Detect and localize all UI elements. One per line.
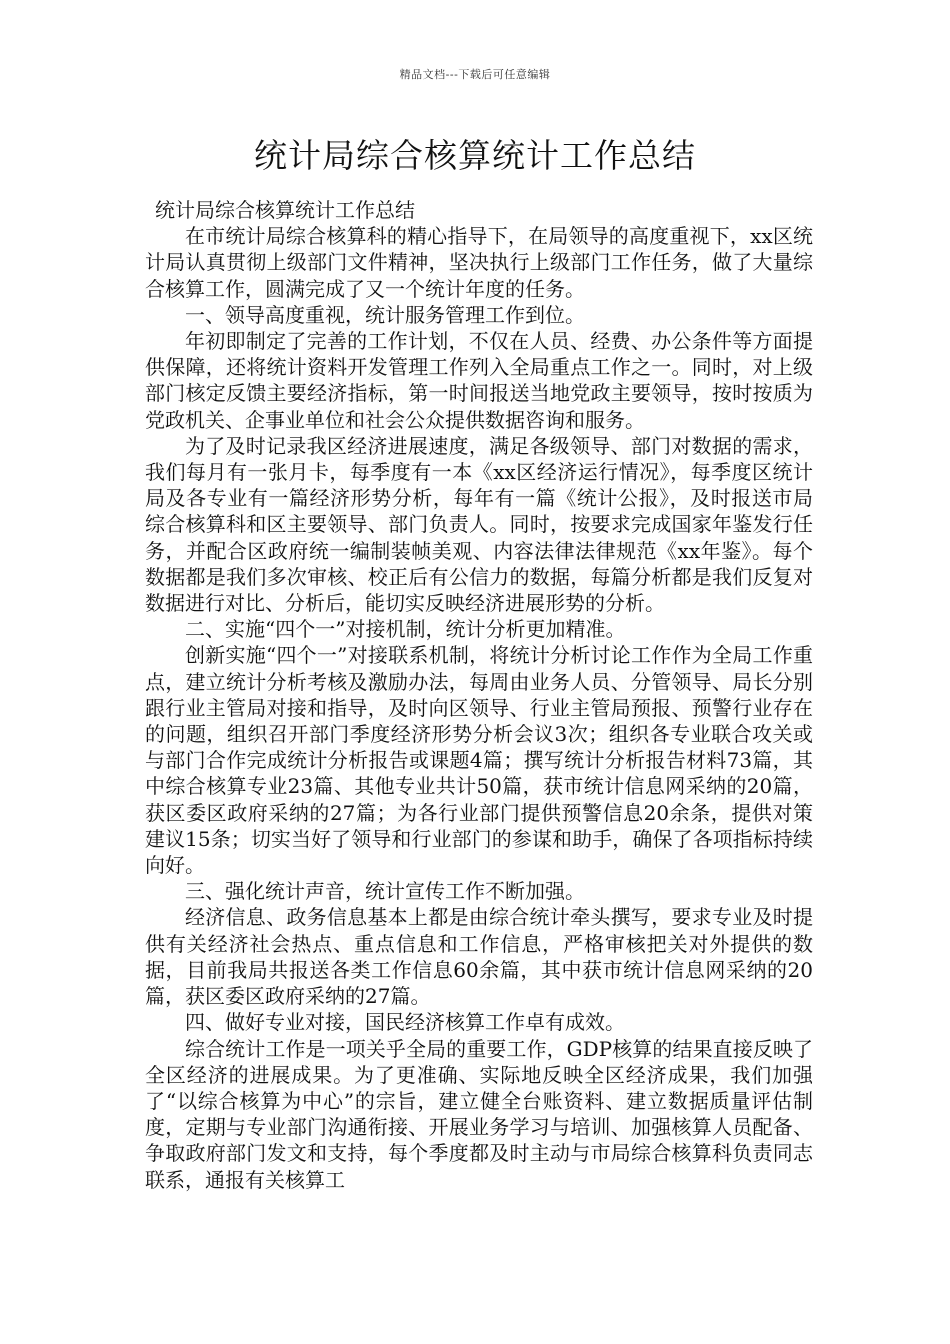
section-heading-1: 一、领导高度重视，统计服务管理工作到位。 [185, 302, 585, 327]
document-subtitle: 统计局综合核算统计工作总结 [155, 198, 415, 222]
paragraph-4: 综合统计工作是一项关乎全局的重要工作，GDP核算的结果直接反映了全区经济的进展成果。为了更准确、实际地反映全区经济成果，我们加强了“以综合核算为中心”的宗旨，建立健全台账资料、建立数据质量评估制度，定期与专业部门沟通衔接、开展业务学习与培训、加强核算人员配备、争取政府部门发文和支持，每个季度都及时主动与市局综合核算科负责同志联系，通报有关核算工 [145, 1036, 813, 1192]
header-note: 精品文档---下载后可任意编辑 [399, 68, 551, 81]
section-heading-4: 四、做好专业对接，国民经济核算工作卓有成效。 [185, 1010, 625, 1035]
paragraph-1b: 为了及时记录我区经济进展速度，满足各级领导、部门对数据的需求，我们每月有一张月卡，每季度有一本《xx区经济运行情况》，每季度区统计局及各专业有一篇经济形势分析，每年有一篇《统计公报》，及时报送市局综合核算科和区主要领导、部门负责人。同时，按要求完成国家年鉴发行任务，并配合区政府统一编制装帧美观、内容法律法律规范《xx年鉴》。每个数据都是我们多次审核、校正后有公信力的数据，每篇分析都是我们反复对数据进行对比、分析后，能切实反映经济进展形势的分析。 [145, 433, 813, 616]
paragraph-intro: 在市统计局综合核算科的精心指导下，在局领导的高度重视下，xx区统计局认真贯彻上级部门文件精神，坚决执行上级部门工作任务，做了大量综合核算工作，圆满完成了又一个统计年度的任务。 [145, 224, 813, 301]
document-title: 统计局综合核算统计工作总结 [254, 136, 696, 175]
section-heading-2: 二、实施“四个一”对接机制，统计分析更加精准。 [185, 617, 626, 642]
paragraph-2: 创新实施“四个一”对接联系机制，将统计分析讨论工作作为全局工作重点，建立统计分析考核及激励办法，每周由业务人员、分管领导、局长分别跟行业主管局对接和指导，及时向区领导、行业主管局预报、预警行业存在的问题，组织召开部门季度经济形势分析会议3次；组织各专业联合攻关或与部门合作完成统计分析报告或课题4篇；撰写统计分析报告材料73篇，其中综合核算专业23篇、其他专业共计50篇，获市统计信息网采纳的20篇，获区委区政府采纳的27篇；为各行业部门提供预警信息20余条，提供对策建议15条；切实当好了领导和行业部门的参谋和助手，确保了各项指标持续向好。 [145, 643, 813, 878]
paragraph-3: 经济信息、政务信息基本上都是由综合统计牵头撰写，要求专业及时提供有关经济社会热点、重点信息和工作信息，严格审核把关对外提供的数据，目前我局共报送各类工作信息60余篇，其中获市统计信息网采纳的20篇，获区委区政府采纳的27篇。 [145, 905, 813, 1009]
document-body [145, 197, 813, 1193]
section-heading-3: 三、强化统计声音，统计宣传工作不断加强。 [185, 879, 585, 904]
paragraph-1a: 年初即制定了完善的工作计划，不仅在人员、经费、办公条件等方面提供保障，还将统计资料开发管理工作列入全局重点工作之一。同时，对上级部门核定反馈主要经济指标，第一时间报送当地党政主要领导，按时按质为党政机关、企事业单位和社会公众提供数据咨询和服务。 [145, 329, 813, 432]
